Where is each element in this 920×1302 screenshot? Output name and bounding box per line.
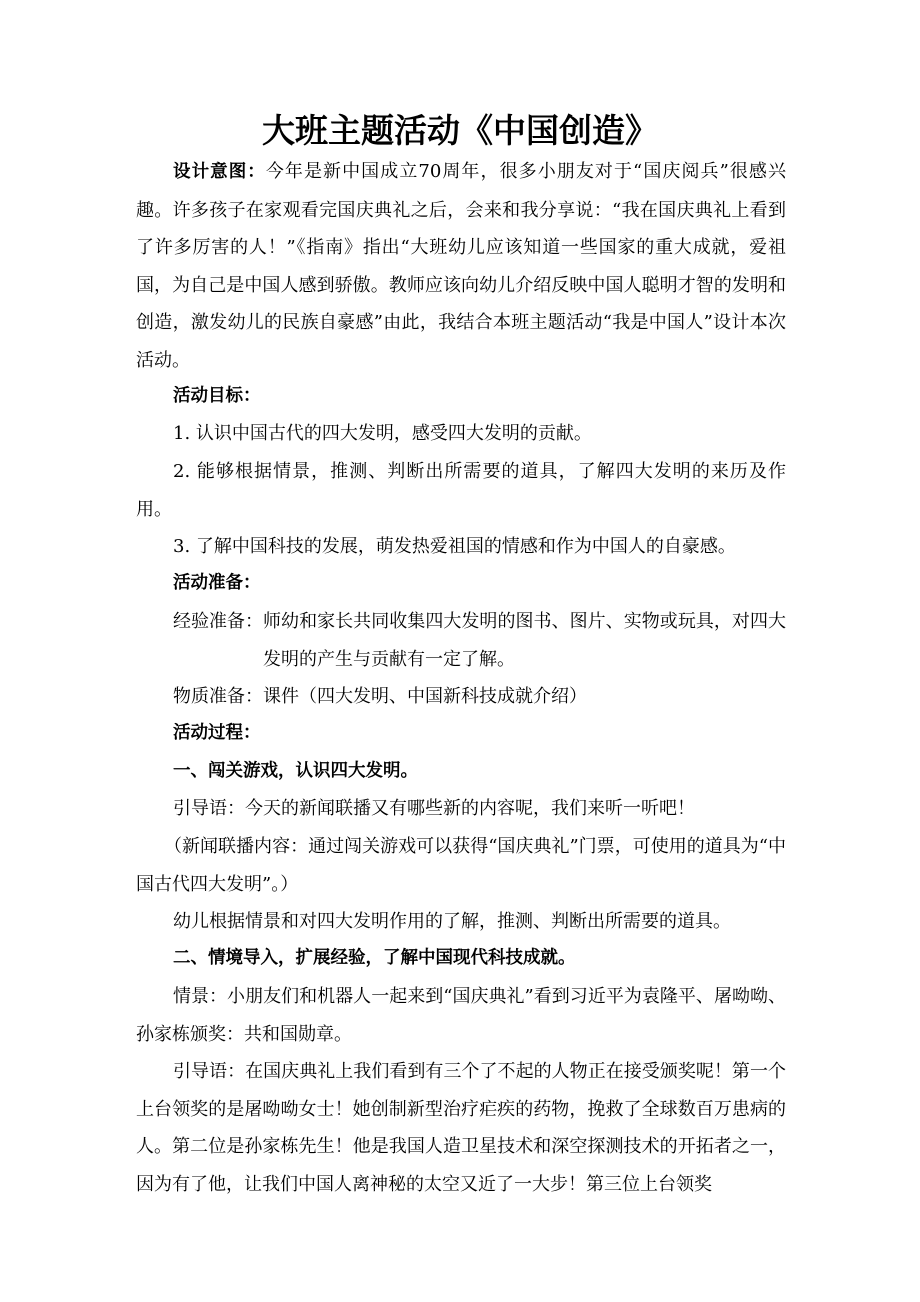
goal-item-3: 3. 了解中国科技的发展，萌发热爱祖国的情感和作为中国人的自豪感。 — [173, 536, 736, 557]
experience-prep-text: 师幼和家长共同收集四大发明的图书、图片、实物或玩具，对四大发明的产生与贡献有一定了解。 — [263, 611, 786, 670]
goals-heading: 活动目标： — [173, 386, 261, 406]
design-intent-paragraph — [136, 153, 786, 379]
preparation-heading: 活动准备： — [173, 573, 261, 593]
goal-item-2: 2. 能够根据情景，推测、判断出所需要的道具，了解四大发明的来历及作用。 — [136, 461, 786, 520]
section2-intro: 引导语：在国庆典礼上我们看到有三个了不起的人物正在接受颁奖呢！第一个上台领奖的是屠呦呦女士！她创制新型治疗疟疾的药物，挽救了全球数百万患病的人。第二位是孙家栋先生！他是我国人造卫星技术和深空探测技术的开拓者之一，因为有了他，让我们中国人离神秘的太空又近了一大步！第三位上台领奖 — [136, 1061, 786, 1195]
process-heading: 活动过程： — [173, 723, 261, 743]
section1-intro: 引导语：今天的新闻联播又有哪些新的内容呢，我们来听一听吧！ — [173, 798, 695, 819]
section2-heading: 二、情境导入，扩展经验，了解中国现代科技成就。 — [173, 948, 576, 968]
design-intent-label: 设计意图： — [173, 162, 266, 182]
design-intent-text: 今年是新中国成立70周年，很多小朋友对于“国庆阅兵”很感兴趣。许多孩子在家观看完国庆典礼之后，会来和我分享说：“我在国庆典礼上看到了许多厉害的人！”《指南》指出“大班幼儿应该知道一些国家的重大成就，爱祖国，为自己是中国人感到骄傲。教师应该向幼儿介绍反映中国人聪明才智的发明和创造，激发幼儿的民族自豪感”由此，我结合本班主题活动“我是中国人”设计本次活动。 — [136, 161, 786, 371]
section1-heading: 一、闯关游戏，认识四大发明。 — [173, 761, 418, 781]
material-prep-label: 物质准备： — [173, 686, 263, 707]
document-title: 大班主题活动《中国创造》 — [262, 111, 658, 150]
section1-note: （新闻联播内容：通过闯关游戏可以获得“国庆典礼”门票，可使用的道具为“中国古代四大发明”。） — [136, 836, 786, 895]
material-prep-text: 课件（四大发明、中国新科技成就介绍） — [263, 686, 587, 707]
section2-scene: 情景：小朋友们和机器人一起来到“国庆典礼”看到习近平为袁隆平、屠呦呦、孙家栋颁奖：共和国勋章。 — [136, 986, 786, 1045]
goal-item-1: 1. 认识中国古代的四大发明，感受四大发明的贡献。 — [173, 423, 592, 444]
section1-child-activity: 幼儿根据情景和对四大发明作用的了解，推测、判断出所需要的道具。 — [173, 911, 731, 932]
experience-prep-label: 经验准备： — [173, 611, 263, 632]
